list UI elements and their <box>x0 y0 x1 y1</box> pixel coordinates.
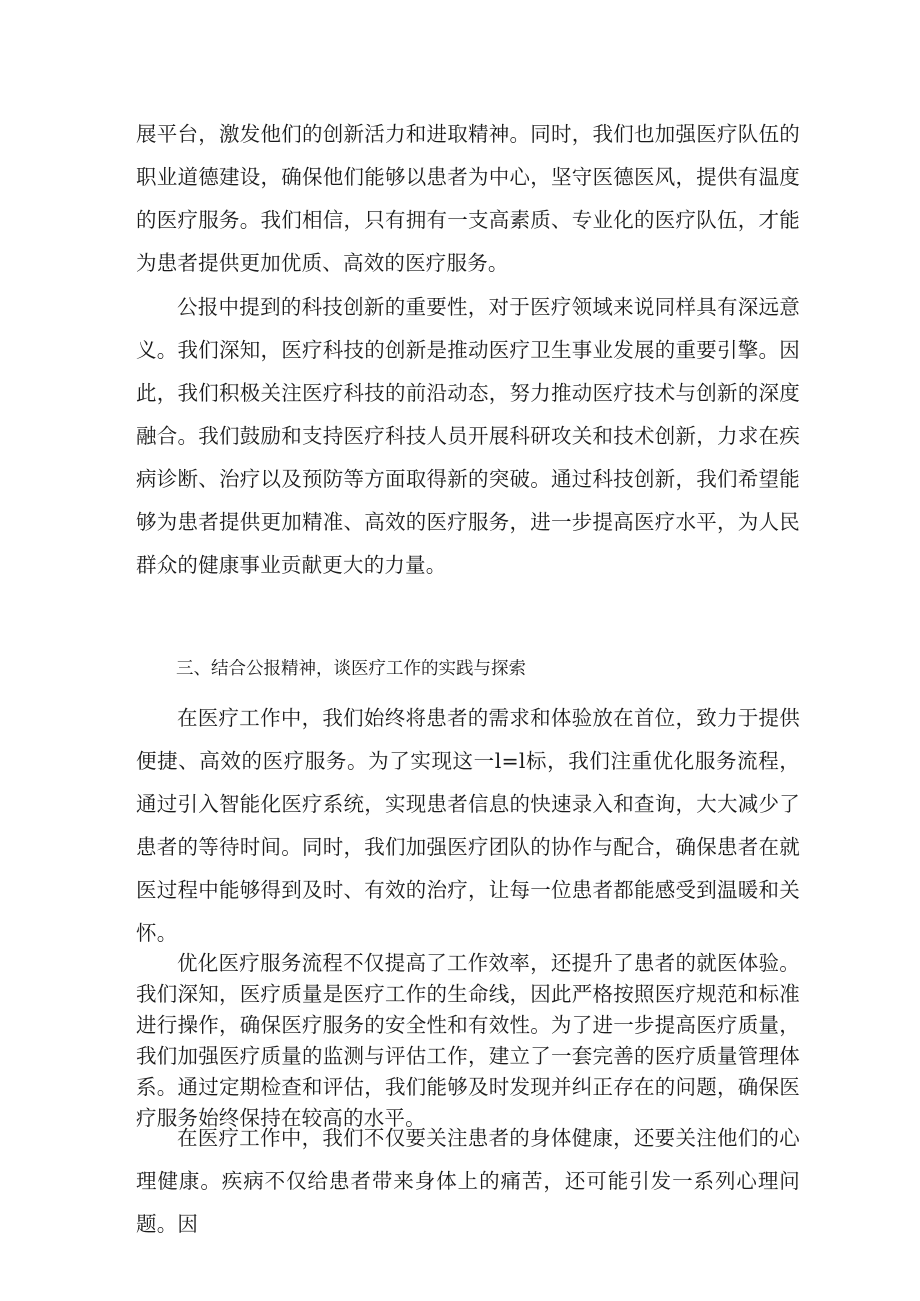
paragraph-tech-innovation: 公报中提到的科技创新的重要性，对于医疗领域来说同样具有深远意义。我们深知，医疗科技的创新是推动医疗卫生事业发展的重要引擎。因此，我们积极关注医疗科技的前沿动态，努力推动医疗技术与创新的深度融合。我们鼓励和支持医疗科技人员开展科研攻关和技术创新，力求在疾病诊断、治疗以及预防等方面取得新的突破。通过科技创新，我们希望能够为患者提供更加精准、高效的医疗服务，进一步提高医疗水平，为人民群众的健康事业贡献更大的力量。 <box>136 295 800 577</box>
paragraph-mental-health: 在医疗工作中，我们不仅要关注患者的身体健康，还要关注他们的心理健康。疾病不仅给患者带来身体上的痛苦，还可能引发一系列心理问题。因 <box>136 1126 800 1236</box>
paragraph-patient-service: 在医疗工作中，我们始终将患者的需求和体验放在首位，致力于提供便捷、高效的医疗服务。为了实现这一l=l标，我们注重优化服务流程，通过引入智能化医疗系统，实现患者信息的快速录入和查询，大大减少了患者的等待时间。同时，我们加强医疗团队的协作与配合，确保患者在就医过程中能够得到及时、有效的治疗，让每一位患者都能感受到温暖和关怀。 <box>136 706 800 945</box>
section-heading: 三、结合公报精神，谈医疗工作的实践与探索 <box>176 659 526 679</box>
paragraph-quality-management: 优化医疗服务流程不仅提高了工作效率，还提升了患者的就医体验。我们深知，医疗质量是医疗工作的生命线，因此严格按照医疗规范和标准进行操作，确保医疗服务的安全性和有效性。为了进一步提高医疗质量，我们加强医疗质量的监测与评估工作，建立了一套完善的医疗质量管理体系。通过定期检查和评估，我们能够及时发现并纠正存在的问题，确保医疗服务始终保持在较高的水平。 <box>136 951 800 1130</box>
paragraph-team-building: 展平台，激发他们的创新活力和进取精神。同时，我们也加强医疗队伍的职业道德建设，确保他们能够以患者为中心，坚守医德医风，提供有温度的医疗服务。我们相信，只有拥有一支高素质、专业化的医疗队伍，才能为患者提供更加优质、高效的医疗服务。 <box>136 122 800 275</box>
